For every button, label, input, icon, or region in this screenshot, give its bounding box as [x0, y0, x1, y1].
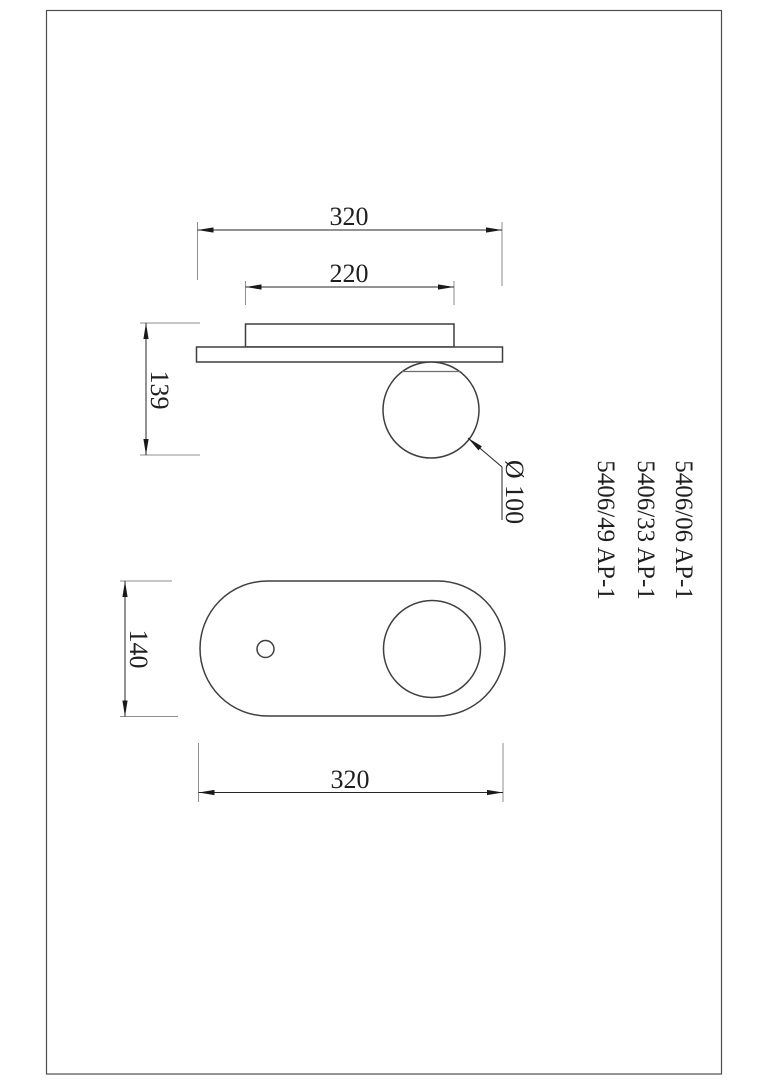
leader-line: [468, 438, 502, 520]
arrowhead-right: [438, 284, 454, 289]
dimension-value: Ø 100: [500, 459, 529, 525]
arrowhead-top: [122, 581, 127, 597]
dimension-front-height: [140, 323, 200, 455]
arrowhead-bottom: [143, 439, 148, 455]
dimension-value: 320: [329, 202, 369, 231]
arrowhead-right: [487, 790, 503, 795]
product-code: 5406/49 AP-1: [592, 460, 619, 600]
dimension-value: 139: [145, 370, 174, 410]
mounting-hole: [257, 641, 274, 658]
sphere-plan-outline: [384, 601, 481, 698]
sheet-border: [47, 11, 722, 1075]
dimension-plan-height: [120, 581, 178, 717]
arrowhead-bottom: [122, 701, 127, 717]
dimension-value: 220: [329, 259, 369, 288]
arrowhead-left: [246, 284, 262, 289]
sphere-outline: [383, 362, 479, 458]
arrowhead-right: [486, 227, 502, 232]
plan-view: [120, 581, 505, 802]
dimension-plan-width: [199, 743, 504, 802]
arrowhead: [468, 438, 482, 450]
dimension-value: 320: [330, 765, 370, 794]
arrowhead-left: [198, 227, 214, 232]
arrowhead-left: [199, 790, 215, 795]
mounting-plate-outline: [197, 347, 503, 362]
dimension-front-canopy-width: [246, 259, 455, 305]
product-code: 5406/33 AP-1: [632, 460, 659, 600]
canopy-box-outline: [246, 324, 455, 347]
product-code-block: [592, 460, 697, 600]
front-view: [140, 202, 529, 524]
product-code: 5406/06 AP-1: [670, 460, 697, 600]
arrowhead-top: [143, 323, 148, 339]
dimension-value: 140: [124, 629, 153, 669]
leader-sphere-diameter: [468, 438, 529, 524]
